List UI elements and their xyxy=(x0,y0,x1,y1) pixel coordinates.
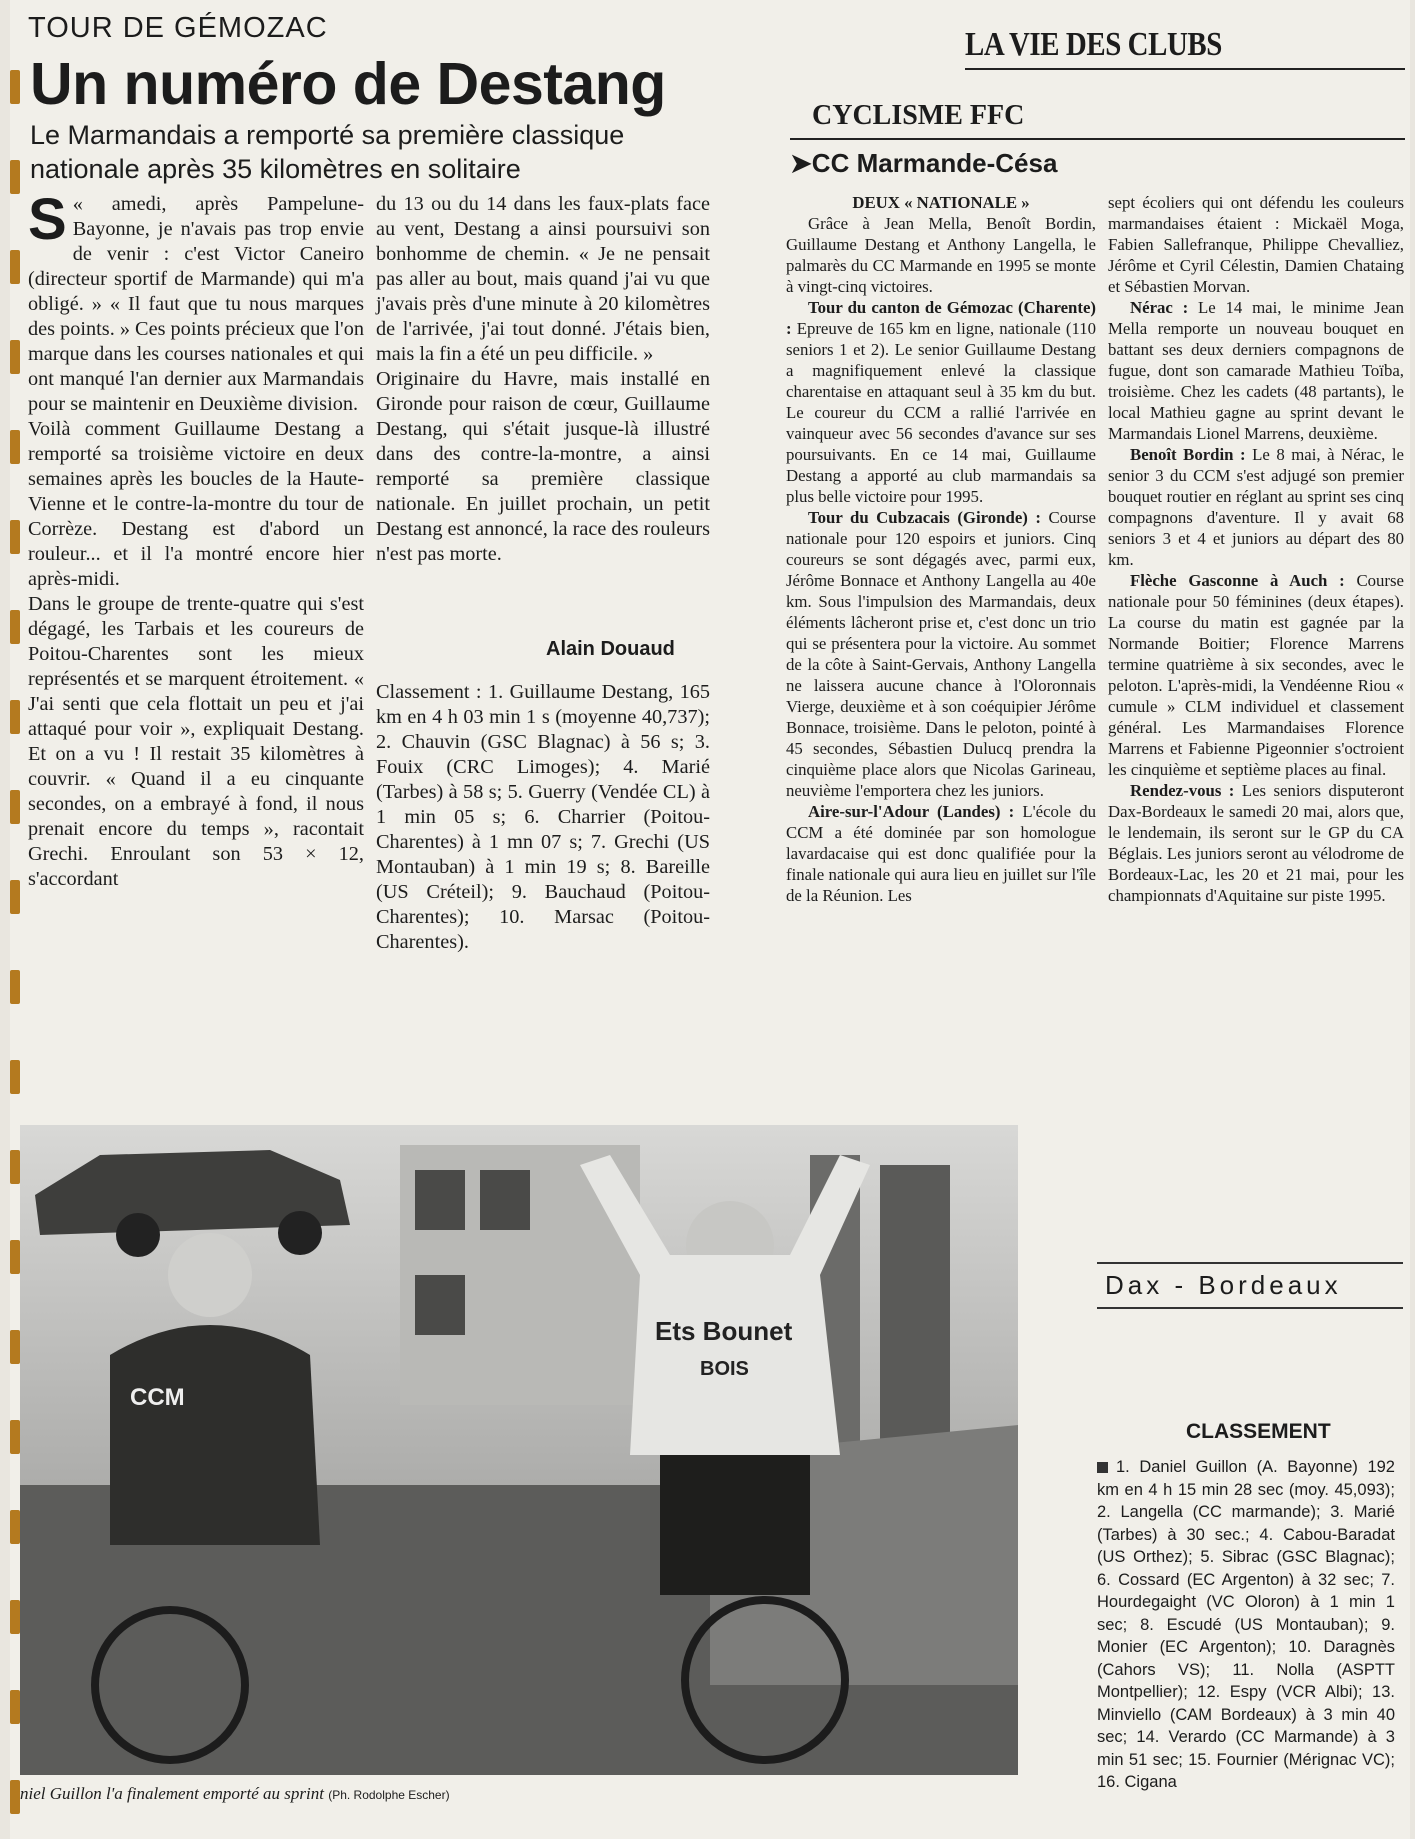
race-text: Le 14 mai, le minime Jean Mella remporte un nouveau bouquet en battant ses deux derniers compagnons de fugue, dont son camarade Mathieu Toïba, troisième. Chez les cadets (48 partants), le local Mathieu gagne au sprint devant le Marmandais Lionel Marrens, deuxième. xyxy=(1108,298,1404,443)
club-paragraph xyxy=(1108,297,1404,444)
binder-ring xyxy=(10,1780,20,1814)
arrow-icon: ➤ xyxy=(790,148,812,178)
race-label: Tour du canton de Gémozac (Charente) : xyxy=(786,298,1096,338)
race-label: Flèche Gasconne à Auch : xyxy=(1130,571,1345,590)
binder-ring xyxy=(10,520,20,554)
sport-heading: CYCLISME FFC xyxy=(812,100,1025,131)
rider-jersey xyxy=(110,1325,320,1545)
binder-ring xyxy=(10,1240,20,1274)
binder-ring xyxy=(10,1420,20,1454)
binder-ring xyxy=(10,1510,20,1544)
article-column-1 xyxy=(28,187,364,892)
caption-text: niel Guillon l'a finalement emporté au sprint xyxy=(20,1784,324,1803)
binder-ring xyxy=(10,1600,20,1634)
binder-ring xyxy=(10,700,20,734)
club-paragraph xyxy=(1108,570,1404,780)
binder-ring xyxy=(10,340,20,374)
car-wheel xyxy=(278,1211,322,1255)
binder-ring xyxy=(10,70,20,104)
article-paragraph: Voilà comment Guillaume Destang a remporté sa troisième victoire en deux semaines après les boucles de la Haute-Vienne et le contre-la-montre du tour de Corrèze. Destang est d'abord un rouleur... et il l'a montré encore hier après-midi. xyxy=(28,418,364,590)
binder-ring xyxy=(10,1330,20,1364)
race-results: Classement : 1. Guillaume Destang, 165 km en 4 h 03 min 1 s (moyenne 40,737); 2. Chauvin (GSC Blagnac) à 56 s; 3. Fouix (CRC Limoges); 4. Marié (Tarbes) à 58 s; 5. Guerry (Vendée CL) à 1 min 05 s; 6. Charrier (Poitou-Charentes) à 1 mn 07 s; 7. Grechi (US Montauban) à 1 min 19 s; 8. Bareille (US Créteil); 9. Bauchaud (Poitou-Charentes); 10. Marsac (Poitou-Charentes). xyxy=(376,681,710,953)
bullet-icon xyxy=(1097,1462,1108,1473)
club-paragraph xyxy=(786,507,1096,801)
binder-ring xyxy=(10,250,20,284)
binder-ring xyxy=(10,970,20,1004)
article-headline: Un numéro de Destang xyxy=(30,51,666,117)
rider-head xyxy=(168,1233,252,1317)
jersey-text: CCM xyxy=(130,1384,185,1411)
race-text: Les seniors disputeront Dax-Bordeaux le samedi 20 mai, alors que, le lendemain, ils seront sur le GP du CA Béglais. Les juniors seront au vélodrome de Bordeaux-Lac, les 20 et 21 mai, pour les championnats d'Aquitaine sur piste 1995. xyxy=(1108,781,1404,905)
club-heading xyxy=(790,148,1057,179)
club-paragraph xyxy=(1108,444,1404,570)
race-label: Aire-sur-l'Adour (Landes) : xyxy=(808,802,1015,821)
dax-results xyxy=(1097,1456,1395,1794)
article-paragraph: Originaire du Havre, mais installé en Gironde pour raison de cœur, Guillaume Destang, qui s'était jusque-là illustré dans des contre-la-montre, a ainsi remporté sa première classique nationale. En juillet prochain, un petit Destang est annoncé, la race des rouleurs n'est pas morte. xyxy=(376,368,710,565)
club-paragraph xyxy=(786,297,1096,507)
race-text: L'école du CCM a été dominée par son homologue lavardacaise qui est donc qualifiée pour la finale nationale qui aura lieu en juillet sur l'île de la Réunion. Les xyxy=(786,802,1096,905)
club-name: CC Marmande-Césa xyxy=(811,148,1058,178)
club-subhead: DEUX « NATIONALE » xyxy=(852,193,1030,212)
club-column-3 xyxy=(786,192,1096,906)
article-column-2 xyxy=(376,192,710,567)
race-text: Epreuve de 165 km en ligne, nationale (110 seniors 1 et 2). Le senior Guillaume Destang a magnifiquement enlevé la classique charentaise en attaquant seul à 35 km du but. Le coureur du CCM a rallié l'arrivée en vainqueur avec 56 secondes d'avance sur ses poursuivants. En ce 14 mai, Guillaume Destang a apporté au club marmandais sa plus belle victoire pour 1995. xyxy=(786,319,1096,506)
club-paragraph xyxy=(1108,780,1404,906)
binder-ring xyxy=(10,880,20,914)
article-signature: Alain Douaud xyxy=(546,638,675,660)
race-text: Le 8 mai, à Nérac, le senior 3 du CCM s'est adjugé son premier bouquet routier en réglant au sprint ses cinq compagnons d'aventure. Il y avait 68 seniors 3 et 4 et juniors au départ des 80 km. xyxy=(1108,445,1404,569)
window xyxy=(415,1275,465,1335)
newspaper-page xyxy=(10,0,1410,1839)
binder-ring xyxy=(10,1060,20,1094)
dax-title: Dax - Bordeaux xyxy=(1105,1270,1342,1300)
sport-rule xyxy=(790,138,1405,140)
club-paragraph: Grâce à Jean Mella, Benoît Bordin, Guillaume Destang et Anthony Langella, le palmarès du CC Marmande en 1995 se monte à vingt-cinq victoires. xyxy=(786,214,1096,296)
photo-credit: (Ph. Rodolphe Escher) xyxy=(328,1788,450,1802)
race-label: Nérac : xyxy=(1130,298,1189,317)
jersey-text: Ets Bounet xyxy=(655,1316,793,1346)
classement-title: CLASSEMENT xyxy=(1186,1420,1331,1443)
rubric-rule xyxy=(965,68,1405,70)
photo-caption xyxy=(20,1784,450,1804)
dax-bordeaux-box xyxy=(1097,1262,1403,1309)
race-label: Tour du Cubzacais (Gironde) : xyxy=(808,508,1041,527)
article-paragraph: Dans le groupe de trente-quatre qui s'est dégagé, les Tarbais et les coureurs de Poitou-Charentes sont les mieux représentés et se marquent étroitement. « J'ai senti que cela flottait un peu et j'ai attaqué pour voir », expliquait Destang. Et on a vu ! Il restait 35 kilomètres à couvrir. « Quand il a eu cinquante secondes, on a embrayé à fond, il nous prenait encore du temps », racontait Grechi. Enroulant son 53 × 12, s'accordant xyxy=(28,593,364,890)
binder-ring xyxy=(10,1690,20,1724)
window xyxy=(480,1170,530,1230)
race-label: Benoît Bordin : xyxy=(1130,445,1246,464)
article-kicker: TOUR DE GÉMOZAC xyxy=(28,12,328,44)
results-text: 1. Daniel Guillon (A. Bayonne) 192 km en 4 h 15 min 28 sec (moy. 45,093); 2. Langella (CC marmande); 3. Marié (Tarbes) à 30 sec.; 4. Cabou-Baradat (US Orthez); 5. Sibrac (GSC Blagnac); 6. Cossard (EC Argenton) à 32 sec; 7. Hourdegaight (VC Oloron) à 1 min 1 sec; 8. Escudé (US Montauban); 9. Monier (EC Argenton); 10. Daragnès (Cahors VS); 11. Nolla (ASPTT Montpellier); 12. Espy (VCR Albi); 13. Minviello (CAM Bordeaux) à 3 min 40 sec; 14. Verardo (CC Marmande) à 3 min 51 sec; 15. Fournier (Mérignac VC); 16. Cigana xyxy=(1097,1458,1395,1791)
binder-ring xyxy=(10,1150,20,1184)
car-wheel xyxy=(116,1213,160,1257)
drop-cap: S xyxy=(28,187,67,252)
article-paragraph: du 13 ou du 14 dans les faux-plats face au vent, Destang a ainsi poursuivi son bonhomme de chemin. « Je ne pensait pas aller au bout, mais quand j'ai vu que j'avais près d'une minute à 20 kilomètres de l'arrivée, j'ai tout donné. J'étais bien, mais la fin a été un peu difficile. » xyxy=(376,193,710,365)
race-label: Rendez-vous : xyxy=(1130,781,1235,800)
paragraph-text: amedi, après Pampelune-Bayonne, je n'avais pas trop envie de venir : c'est Victor Caneiro (directeur sportif de Marmande) qui m'a obligé. » « Il faut que tu nous marques des points. » Ces points précieux que l'on marque dans les courses nationales et qui ont manqué l'an dernier aux Marmandais pour se maintenir en Deuxième division. xyxy=(28,193,364,415)
binder-ring xyxy=(10,430,20,464)
binder-ring xyxy=(10,160,20,194)
jersey-text: BOIS xyxy=(700,1358,749,1380)
rider-shorts xyxy=(660,1455,810,1595)
article-paragraph: « S amedi, après Pampelune-Bayonne, je n'avais pas trop envie de venir : c'est Victor Caneiro (directeur sportif de Marmande) qui m'a obligé. » « Il faut que tu nous marques des points. » Ces points précieux que l'on marque dans les courses nationales et qui ont manqué l'an dernier aux Marmandais pour se maintenir en Deuxième division. xyxy=(28,187,364,415)
binder-ring xyxy=(10,790,20,824)
club-paragraph: sept écoliers qui ont défendu les couleurs marmandaises étaient : Mickaël Moga, Fabien Sallefranque, Philippe Chevalliez, Jérôme et Cyril Célestin, Damien Chataing et Sébastien Morvan. xyxy=(1108,193,1404,296)
race-text: Course nationale pour 120 espoirs et juniors. Cinq coureurs se sont dégagés avec, parmi eux, Jérôme Bonnace et Anthony Langella au 40e km. Sous l'impulsion des Marmandais, deux éléments lâcheront prise et, c'est donc un trio qui se présentera pour la victoire. Au sommet de la côte à Saint-Gervais, Anthony Langella ne laissera aucune chance à l'Oloronnais Vierge, deuxième et à son coéquipier Jérôme Bonnace, troisième. Dans le peloton, pointé à 45 secondes, Sébastien Dulucq prendra la cinquième place alors que Nicolas Garineau, neuvième l'emportera chez les juniors. xyxy=(786,508,1096,800)
window xyxy=(415,1170,465,1230)
section-rubric: LA VIE DES CLUBS xyxy=(965,26,1222,63)
article-deck: Le Marmandais a remporté sa première classique nationale après 35 kilomètres en solitaire xyxy=(30,120,625,184)
club-column-4 xyxy=(1108,192,1404,906)
club-paragraph xyxy=(786,801,1096,906)
race-photo xyxy=(20,1125,1018,1775)
binder-ring xyxy=(10,610,20,644)
race-text: Course nationale pour 50 féminines (deux étapes). La course du matin est gagnée par la Normande Boitier; Florence Marrens termine quatrième à six secondes, avec le peloton. L'après-midi, la Vendéenne Riou « cumule » CLM individuel et classement général. Les Marmandaises Florence Marrens et Fabienne Pigeonnier s'octroient les cinquième et septième places au final. xyxy=(1108,571,1404,779)
